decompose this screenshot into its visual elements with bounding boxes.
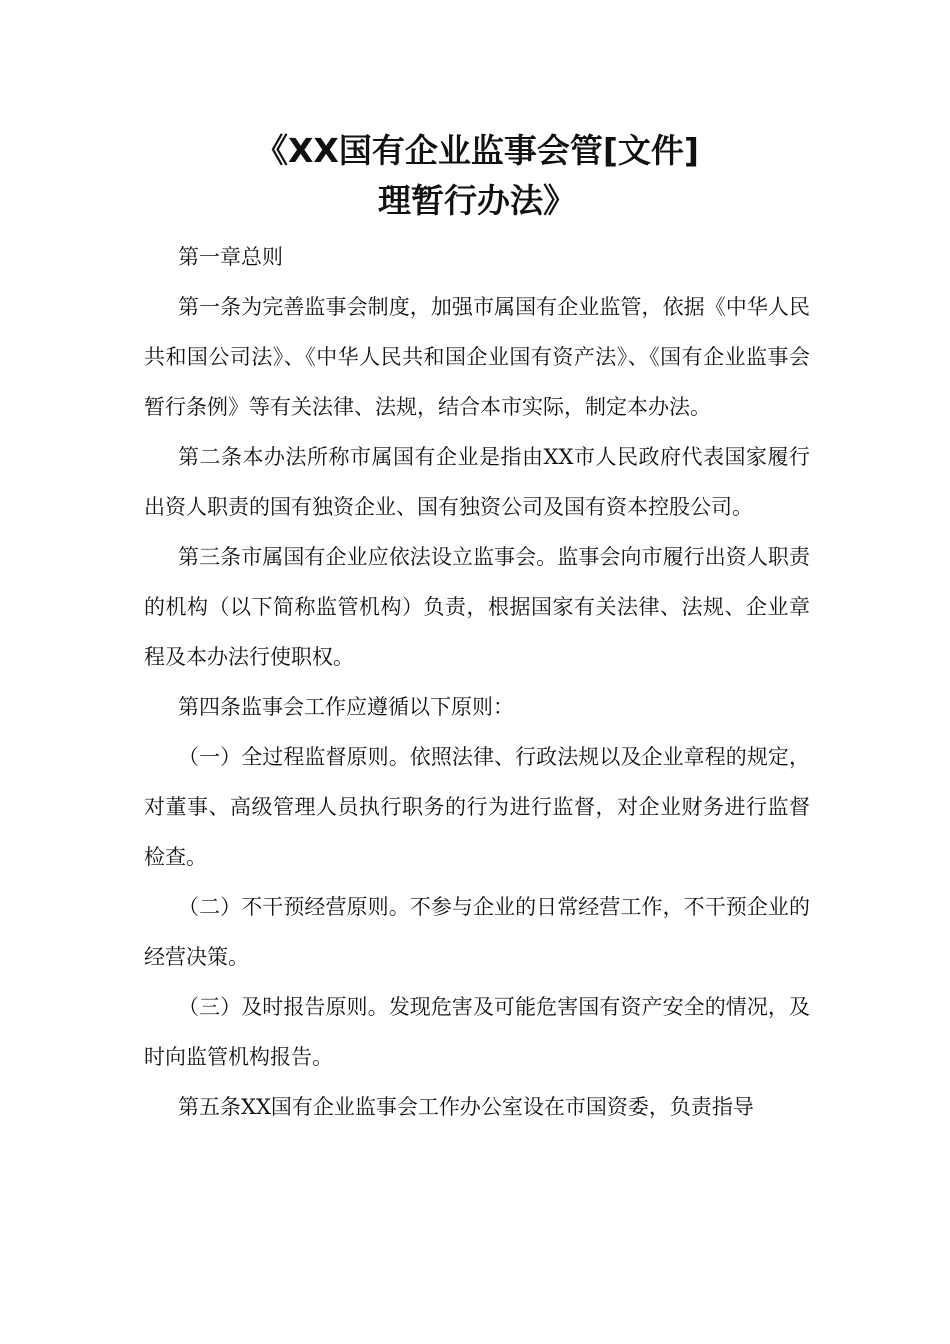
title-line-1: 《XX国有企业监事会管[文件] xyxy=(254,131,700,170)
article-2: 第二条本办法所称市属国有企业是指由XX市人民政府代表国家履行出资人职责的国有独资企业、国有独资公司及国有资本控股公司。 xyxy=(144,445,810,519)
document-body xyxy=(144,232,810,1132)
article-4: 第四条监事会工作应遵循以下原则： xyxy=(178,695,514,719)
article-1: 第一条为完善监事会制度，加强市属国有企业监管，依据《中华人民共和国公司法》、《中华人民共和国企业国有资产法》、《国有企业监事会暂行条例》等有关法律、法规，结合本市实际，制定本办法。 xyxy=(144,295,810,419)
title-line-2: 理暂行办法》 xyxy=(378,181,576,220)
article-5: 第五条XX国有企业监事会工作办公室设在市国资委，负责指导 xyxy=(178,1095,754,1119)
article-3: 第三条市属国有企业应依法设立监事会。监事会向市履行出资人职责的机构（以下简称监管机构）负责，根据国家有关法律、法规、企业章程及本办法行使职权。 xyxy=(144,545,810,669)
chapter-heading: 第一章总则 xyxy=(178,245,283,269)
principle-2: （二）不干预经营原则。不参与企业的日常经营工作，不干预企业的经营决策。 xyxy=(144,895,810,969)
principle-1: （一）全过程监督原则。依照法律、行政法规以及企业章程的规定，对董事、高级管理人员执行职务的行为进行监督，对企业财务进行监督检查。 xyxy=(144,745,810,869)
principle-3: （三）及时报告原则。发现危害及可能危害国有资产安全的情况，及时向监管机构报告。 xyxy=(144,995,810,1069)
document-title xyxy=(144,126,810,226)
